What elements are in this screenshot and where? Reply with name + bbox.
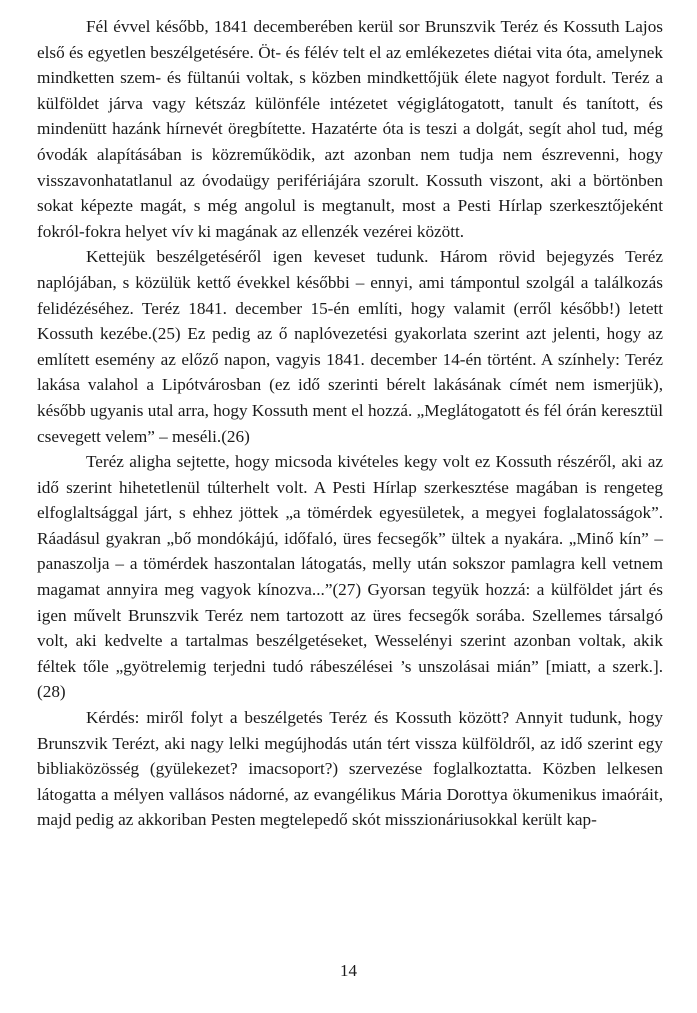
page-body <box>37 14 663 833</box>
paragraph-3: Teréz aligha sejtette, hogy micsoda kivételes kegy volt ez Kossuth részéről, aki az idő szerint hihetetlenül túlterhelt volt. A Pesti Hírlap szerkesztése magában is rengeteg elfoglaltsággal járt, s ehhez jöttek „a tömérdek egyesületek, a megyei foglalatosságok”. Ráadásul gyakran „bő mondókájú, időfaló, üres fecsegők” ültek a nyakára. „Minő kín” – panaszolja – a tömérdek haszontalan látogatás, melly után sokszor pamlagra kell vetnem magamat annyira meg vagyok kínozva...”(27) Gyorsan tegyük hozzá: a külföldet járt és igen művelt Brunszvik Teréz nem tartozott az üres fecsegők sorába. Szellemes társalgó volt, aki kedvelte a tartalmas beszélgetéseket, Wesselényi szerint azonban voltak, akik féltek tőle „gyötrelemig terjedni tudó rábeszélései ’s unszolásai mián” [miatt, a szerk.].(28) <box>37 452 663 702</box>
paragraph-1: Fél évvel később, 1841 decemberében kerül sor Brunszvik Teréz és Kossuth Lajos első és egyetlen beszélgetésére. Öt- és félév telt el az emlékezetes diétai vita óta, amelynek mindketten szem- és fültanúi voltak, s közben mindkettőjük élete nagyot fordult. Teréz a külföldet járva vagy kétszáz különféle intézetet végiglátogatott, tanult és tanított, és mindenütt hazánk hírnevét öregbítette. Hazatérte óta is teszi a dolgát, segít ahol tud, még óvodák alapításában is közreműködik, azt azonban nem tudja nem észrevenni, hogy visszavonhatatlanul az óvodaügy perifériájára szorult. Kossuth viszont, aki a börtönben sokat képezte magát, s még angolul is megtanult, most a Pesti Hírlap szerkesztőjeként fokról-fokra helyet vív ki magának az ellenzék vezérei között. <box>37 17 663 241</box>
paragraph-2: Kettejük beszélgetéséről igen keveset tudunk. Három rövid bejegyzés Teréz naplójában, s közülük kettő évekkel későbbi – ennyi, ami támpontul szolgál a találkozás felidézéséhez. Teréz 1841. december 15-én említi, hogy valamit (erről később!) letett Kossuth kezébe.(25) Ez pedig az ő naplóvezetési gyakorlata szerint azt jelenti, hogy az említett esemény az előző napon, vagyis 1841. december 14-én történt. A színhely: Teréz lakása valahol a Lipótvárosban (ez idő szerinti bérelt lakásának címét nem ismerjük), később ugyanis utal arra, hogy Kossuth ment el hozzá. „Meglátogatott és fél órán keresztül csevegett velem” – meséli.(26) <box>37 247 663 446</box>
page-number: 14 <box>340 961 357 980</box>
paragraph-4: Kérdés: miről folyt a beszélgetés Teréz és Kossuth között? Annyit tudunk, hogy Brunszvik Terézt, aki nagy lelki megújhodás után tért vissza külföldről, az idő szerint egy bibliaközösség (gyülekezet? imacsoport?) szervezése foglalkoztatta. Közben lelkesen látogatta a mélyen vallásos nádorné, az evangélikus Mária Dorottya ökumenikus imaóráit, majd pedig az akkoriban Pesten megtelepedő skót misszionáriusokkal került kap- <box>37 708 663 830</box>
